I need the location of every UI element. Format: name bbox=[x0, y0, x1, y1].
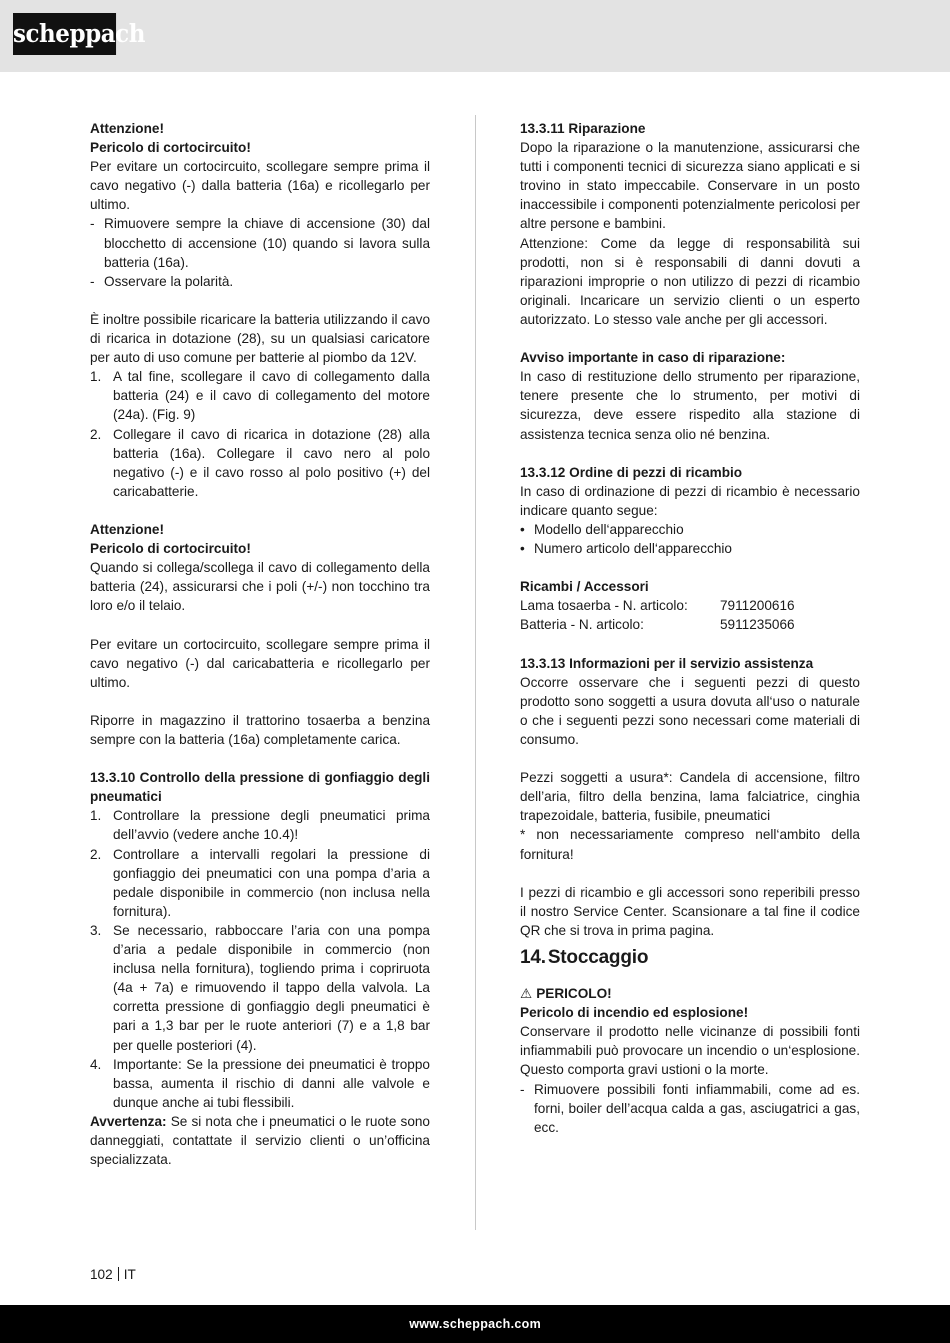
right-column bbox=[520, 119, 860, 1137]
list-item: 1. A tal fine, scollegare il cavo di collegamento dalla batteria (24) e il cavo di collegamento del motore (24a). (Fig. 9) bbox=[90, 369, 430, 423]
chapter-heading: 14. Stoccaggio bbox=[520, 947, 649, 969]
danger-subtitle: Pericolo di incendio ed esplosione! bbox=[520, 1005, 749, 1021]
warning-title: Attenzione! bbox=[90, 521, 165, 537]
paragraph: Occorre osservare che i seguenti pezzi di questo prodotto sono soggetti a usura dovuta all‘uso o naturale o che i seguenti pezzi sono necessari come materiali di consumo. bbox=[520, 674, 860, 747]
scheppach-logo: scheppach bbox=[13, 13, 116, 55]
warning-triangle-icon: ⚠ bbox=[520, 986, 533, 1002]
list-item: 3. Se necessario, rabboccare l’aria con una pompa d’aria a pedale disponibile in commercio (non inclusa nella fornitura), togliendo prima i copriruota (4a + 7a) e rimuovendo il tappo della valvola. La corretta pressione di gonfiaggio degli pneumatici è pari a 1,3 bar per le ruote anteriori (7) e a 1,8 bar per quelle posteriori (4). bbox=[90, 922, 430, 1053]
note-paragraph: Avvertenza: Se si nota che i pneumatici o le ruote sono danneggiati, contattate il servizio clienti o un’officina specializzata. bbox=[90, 1113, 430, 1168]
page-footer bbox=[0, 1305, 950, 1343]
list-item: - Rimuovere sempre la chiave di accensione (30) dal blocchetto di accensione (10) quando si lavora sulla batteria (16a). bbox=[90, 216, 430, 270]
list-item: • Modello dell‘apparecchio bbox=[520, 521, 684, 537]
paragraph: * non necessariamente compreso nell‘ambito della fornitura! bbox=[520, 827, 860, 862]
paragraph: In caso di ordinazione di pezzi di ricambio è necessario indicare quanto segue: bbox=[520, 483, 860, 518]
paragraph: Attenzione: Come da legge di responsabilità sui prodotti, non si è responsabili di danni dovuti a riparazioni improprie o non utilizzo di pezzi di ricambio originali. Incaricare un servizio clienti o un esperto autorizzato. Lo stesso vale anche per gli accessori. bbox=[520, 235, 860, 327]
section-heading: 13.3.10 Controllo della pressione di gonfiaggio degli pneumatici bbox=[90, 770, 430, 805]
paragraph: Per evitare un cortocircuito, scollegare sempre prima il cavo negativo (-) dalla batteria (16a) e ricollegarlo per ultimo. bbox=[90, 159, 430, 213]
paragraph: Riporre in magazzino il trattorino tosaerba a benzina sempre con la batteria (16a) completamente carica. bbox=[90, 712, 430, 747]
warning-title: Attenzione! bbox=[90, 121, 165, 136]
page-number: 102 IT bbox=[90, 1267, 136, 1282]
warning-subtitle: Pericolo di cortocircuito! bbox=[90, 541, 251, 557]
list-item: - Osservare la polarità. bbox=[90, 273, 234, 289]
danger-title: ⚠ PERICOLO! bbox=[520, 984, 860, 1003]
paragraph: Per evitare un cortocircuito, scollegare sempre prima il cavo negativo (-) dal caricabatteria e ricollegarlo per ultimo. bbox=[90, 636, 430, 690]
list-item: • Numero articolo dell‘apparecchio bbox=[520, 541, 732, 557]
list-item: 2. Collegare il cavo di ricarica in dotazione (28) alla batteria (16a). Collegare il cavo nero al polo negativo (-) e il cavo rosso al polo positivo (+) del caricabatterie. bbox=[90, 426, 430, 499]
paragraph: Dopo la riparazione o la manutenzione, assicurarsi che tutti i componenti tecnici di sicurezza siano applicati e si trovino in stato impeccabile. Conservare in un posto inaccessibile i componenti potenzialmente pericolosi per altre persone e bambini. bbox=[520, 140, 860, 232]
subsection-heading: Avviso importante in caso di riparazione: bbox=[520, 350, 786, 366]
paragraph: Pezzi soggetti a usura*: Candela di accensione, filtro dell’aria, filtro della benzina, lama falciatrice, cinghia trapezoidale, batteria, fusibile, pneumatici bbox=[520, 770, 860, 824]
parts-row: Lama tosaerba - N. articolo: 7911200616 bbox=[520, 598, 795, 614]
paragraph: In caso di restituzione dello strumento per riparazione, tenere presente che lo strumento, per motivi di sicurezza, deve essere rispedito alla stazione di assistenza tecnica senza olio né benzina. bbox=[520, 369, 860, 442]
page-header bbox=[0, 0, 950, 72]
paragraph: È inoltre possibile ricaricare la batteria utilizzando il cavo di ricarica in dotazione (28), su un qualsiasi caricatore per auto di uso comune per batterie al piombo da 12V. bbox=[90, 311, 431, 366]
list-item: 1. Controllare la pressione degli pneumatici prima dell’avvio (vedere anche 10.4)! bbox=[90, 808, 430, 843]
list-item: 4. Importante: Se la pressione dei pneumatici è troppo bassa, aumenta il rischio di danni alle valvole e dunque anche ai tubi flessibili. bbox=[90, 1056, 430, 1110]
list-item: - Rimuovere possibili fonti infiammabili, come ad es. forni, boiler dell’acqua calda a gas, asciugatrici a gas, ecc. bbox=[520, 1081, 860, 1135]
website-link[interactable]: www.scheppach.com bbox=[409, 1317, 541, 1331]
parts-heading: Ricambi / Accessori bbox=[520, 579, 649, 595]
note-label: Avvertenza: bbox=[90, 1113, 167, 1129]
section-heading: 13.3.12 Ordine di pezzi di ricambio bbox=[520, 464, 743, 480]
parts-row: Batteria - N. articolo: 5911235066 bbox=[520, 617, 795, 633]
section-heading: 13.3.13 Informazioni per il servizio assistenza bbox=[520, 655, 814, 671]
section-heading: 13.3.11 Riparazione bbox=[520, 121, 646, 136]
paragraph: I pezzi di ricambio e gli accessori sono reperibili presso il nostro Service Center. Scansionare a tal fine il codice QR che si trova in prima pagina. bbox=[520, 884, 860, 938]
left-column bbox=[90, 119, 430, 1169]
column-divider bbox=[475, 115, 476, 1230]
list-item: 2. Controllare a intervalli regolari la pressione di gonfiaggio dei pneumatici con una pompa d’aria a pedale disponibile in commercio (non inclusa nella fornitura). bbox=[90, 846, 430, 919]
warning-subtitle: Pericolo di cortocircuito! bbox=[90, 140, 251, 156]
paragraph: Conservare il prodotto nelle vicinanze di possibili fonti infiammabili può provocare un incendio o un‘esplosione. Questo comporta gravi ustioni o la morte. bbox=[520, 1024, 860, 1078]
paragraph: Quando si collega/scollega il cavo di collegamento della batteria (24), assicurarsi che i poli (+/-) non tocchino tra loro e/o il telaio. bbox=[90, 560, 430, 614]
